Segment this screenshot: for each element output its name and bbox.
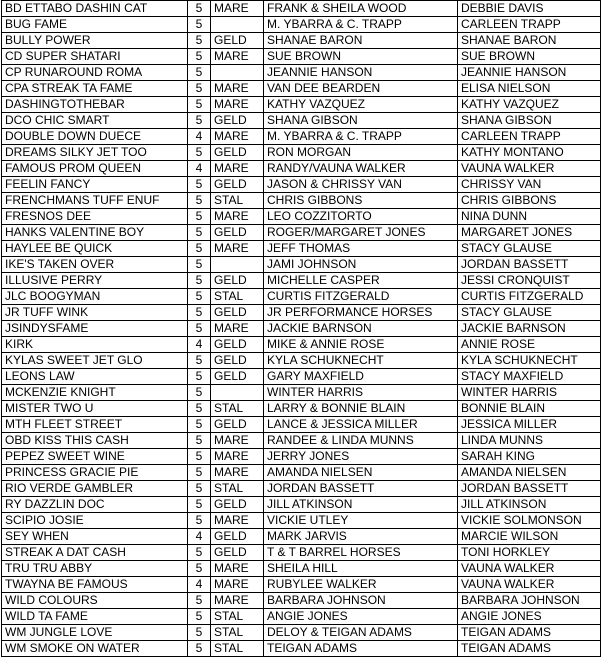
horse-name-cell: FRENCHMANS TUFF ENUF [2,193,188,209]
sex-cell: STAL [211,609,264,625]
rider-cell: LINDA MUNNS [458,433,601,449]
horse-name-cell: LEONS LAW [2,369,188,385]
sex-cell: GELD [211,33,264,49]
sex-cell: GELD [211,305,264,321]
owner-cell: KYLA SCHUKNECHT [264,353,458,369]
horse-name-cell: TRU TRU ABBY [2,561,188,577]
table-row [2,641,601,657]
age-cell: 5 [188,193,211,209]
sex-cell [211,17,264,33]
age-cell: 5 [188,289,211,305]
age-cell: 5 [188,65,211,81]
age-cell: 5 [188,417,211,433]
owner-cell: LARRY & BONNIE BLAIN [264,401,458,417]
sex-cell: MARE [211,49,264,65]
table-row [2,305,601,321]
rider-cell: CURTIS FITZGERALD [458,289,601,305]
horse-name-cell: MISTER TWO U [2,401,188,417]
owner-cell: JERRY JONES [264,449,458,465]
age-cell: 5 [188,433,211,449]
rider-cell: STACY MAXFIELD [458,369,601,385]
sex-cell: STAL [211,289,264,305]
rider-cell: AMANDA NIELSEN [458,465,601,481]
horse-name-cell: WILD TA FAME [2,609,188,625]
owner-cell: RUBYLEE WALKER [264,577,458,593]
table-row [2,145,601,161]
age-cell: 5 [188,273,211,289]
rider-cell: JEANNIE HANSON [458,65,601,81]
horse-name-cell: MCKENZIE KNIGHT [2,385,188,401]
age-cell: 5 [188,593,211,609]
rider-cell: BONNIE BLAIN [458,401,601,417]
horse-name-cell: STREAK A DAT CASH [2,545,188,561]
age-cell: 4 [188,161,211,177]
owner-cell: JEFF THOMAS [264,241,458,257]
table-row [2,65,601,81]
rider-cell: MARCIE WILSON [458,529,601,545]
owner-cell: VICKIE UTLEY [264,513,458,529]
rider-cell: ELISA NIELSON [458,81,601,97]
table-row [2,161,601,177]
rider-cell: TEIGAN ADAMS [458,641,601,657]
sex-cell [211,385,264,401]
sex-cell: STAL [211,481,264,497]
rider-cell: JORDAN BASSETT [458,257,601,273]
owner-cell: CURTIS FITZGERALD [264,289,458,305]
table-row [2,129,601,145]
owner-cell: RON MORGAN [264,145,458,161]
owner-cell: LEO COZZITORTO [264,209,458,225]
horse-name-cell: CP RUNAROUND ROMA [2,65,188,81]
table-row [2,433,601,449]
horse-name-cell: DOUBLE DOWN DUECE [2,129,188,145]
sex-cell: STAL [211,625,264,641]
table-row [2,561,601,577]
owner-cell: GARY MAXFIELD [264,369,458,385]
sex-cell: MARE [211,513,264,529]
horse-name-cell: FEELIN FANCY [2,177,188,193]
age-cell: 4 [188,577,211,593]
sex-cell: MARE [211,449,264,465]
table-row [2,289,601,305]
age-cell: 5 [188,401,211,417]
sex-cell: MARE [211,241,264,257]
owner-cell: JR PERFORMANCE HORSES [264,305,458,321]
sex-cell: MARE [211,433,264,449]
table-row [2,465,601,481]
table-row [2,513,601,529]
table-row [2,385,601,401]
table-row [2,481,601,497]
owner-cell: MARK JARVIS [264,529,458,545]
age-cell: 5 [188,257,211,273]
table-row [2,273,601,289]
sex-cell: MARE [211,81,264,97]
horse-name-cell: DREAMS SILKY JET TOO [2,145,188,161]
rider-cell: VAUNA WALKER [458,577,601,593]
age-cell: 5 [188,449,211,465]
horse-name-cell: CPA STREAK TA FAME [2,81,188,97]
sex-cell: STAL [211,193,264,209]
sex-cell: MARE [211,161,264,177]
age-cell: 5 [188,209,211,225]
owner-cell: BARBARA JOHNSON [264,593,458,609]
table-row [2,529,601,545]
age-cell: 5 [188,81,211,97]
horse-name-cell: JLC BOOGYMAN [2,289,188,305]
sex-cell [211,65,264,81]
rider-cell: VAUNA WALKER [458,561,601,577]
rider-cell: MARGARET JONES [458,225,601,241]
horse-name-cell: BUG FAME [2,17,188,33]
horse-name-cell: FAMOUS PROM QUEEN [2,161,188,177]
owner-cell: CHRIS GIBBONS [264,193,458,209]
sex-cell: GELD [211,497,264,513]
age-cell: 5 [188,177,211,193]
age-cell: 5 [188,49,211,65]
age-cell: 5 [188,225,211,241]
owner-cell: LANCE & JESSICA MILLER [264,417,458,433]
horse-name-cell: IKE'S TAKEN OVER [2,257,188,273]
horse-name-cell: KYLAS SWEET JET GLO [2,353,188,369]
rider-cell: CARLEEN TRAPP [458,129,601,145]
age-cell: 5 [188,545,211,561]
table-row [2,401,601,417]
sex-cell: MARE [211,577,264,593]
rider-cell: KATHY MONTANO [458,145,601,161]
horse-name-cell: OBD KISS THIS CASH [2,433,188,449]
sex-cell: GELD [211,529,264,545]
horse-name-cell: WILD COLOURS [2,593,188,609]
age-cell: 5 [188,369,211,385]
table-row [2,497,601,513]
age-cell: 5 [188,305,211,321]
rider-cell: TEIGAN ADAMS [458,625,601,641]
owner-cell: JACKIE BARNSON [264,321,458,337]
sex-cell: MARE [211,97,264,113]
rider-cell: SHANA GIBSON [458,113,601,129]
owner-cell: FRANK & SHEILA WOOD [264,1,458,17]
sex-cell: GELD [211,545,264,561]
owner-cell: JEANNIE HANSON [264,65,458,81]
horse-name-cell: HANKS VALENTINE BOY [2,225,188,241]
table-row [2,241,601,257]
horse-name-cell: WM JUNGLE LOVE [2,625,188,641]
table-row [2,321,601,337]
owner-cell: SUE BROWN [264,49,458,65]
sex-cell: MARE [211,561,264,577]
sex-cell: GELD [211,145,264,161]
table-row [2,609,601,625]
owner-cell: SHANAE BARON [264,33,458,49]
horse-name-cell: BD ETTABO DASHIN CAT [2,1,188,17]
rider-cell: ANGIE JONES [458,609,601,625]
owner-cell: MICHELLE CASPER [264,273,458,289]
sex-cell: GELD [211,369,264,385]
table-row [2,49,601,65]
horse-name-cell: HAYLEE BE QUICK [2,241,188,257]
table-row [2,33,601,49]
age-cell: 5 [188,113,211,129]
owner-cell: ROGER/MARGARET JONES [264,225,458,241]
owner-cell: MIKE & ANNIE ROSE [264,337,458,353]
entries-table-body [2,1,601,657]
owner-cell: M. YBARRA & C. TRAPP [264,129,458,145]
rider-cell: KATHY VAZQUEZ [458,97,601,113]
age-cell: 5 [188,465,211,481]
rider-cell: SHANAE BARON [458,33,601,49]
sex-cell: MARE [211,129,264,145]
rider-cell: SUE BROWN [458,49,601,65]
age-cell: 4 [188,529,211,545]
table-row [2,257,601,273]
owner-cell: SHEILA HILL [264,561,458,577]
owner-cell: JAMI JOHNSON [264,257,458,273]
sex-cell: GELD [211,273,264,289]
sex-cell: MARE [211,321,264,337]
age-cell: 5 [188,321,211,337]
sex-cell: GELD [211,177,264,193]
age-cell: 5 [188,97,211,113]
rider-cell: ANNIE ROSE [458,337,601,353]
rider-cell: TONI HORKLEY [458,545,601,561]
entries-table [1,0,601,657]
owner-cell: T & T BARREL HORSES [264,545,458,561]
horse-name-cell: CD SUPER SHATARI [2,49,188,65]
age-cell: 5 [188,145,211,161]
horse-name-cell: DCO CHIC SMART [2,113,188,129]
sex-cell [211,257,264,273]
rider-cell: CHRIS GIBBONS [458,193,601,209]
sex-cell: STAL [211,641,264,657]
owner-cell: VAN DEE BEARDEN [264,81,458,97]
table-row [2,177,601,193]
sex-cell: GELD [211,337,264,353]
sex-cell: GELD [211,417,264,433]
horse-name-cell: JSINDYSFAME [2,321,188,337]
table-row [2,193,601,209]
rider-cell: DEBBIE DAVIS [458,1,601,17]
horse-name-cell: ILLUSIVE PERRY [2,273,188,289]
table-row [2,625,601,641]
horse-name-cell: RIO VERDE GAMBLER [2,481,188,497]
owner-cell: TEIGAN ADAMS [264,641,458,657]
rider-cell: STACY GLAUSE [458,241,601,257]
sex-cell: GELD [211,113,264,129]
age-cell: 5 [188,1,211,17]
owner-cell: JILL ATKINSON [264,497,458,513]
table-row [2,81,601,97]
rider-cell: JESSICA MILLER [458,417,601,433]
owner-cell: RANDEE & LINDA MUNNS [264,433,458,449]
owner-cell: M. YBARRA & C. TRAPP [264,17,458,33]
rider-cell: JILL ATKINSON [458,497,601,513]
sex-cell: MARE [211,1,264,17]
horse-name-cell: KIRK [2,337,188,353]
owner-cell: ANGIE JONES [264,609,458,625]
owner-cell: KATHY VAZQUEZ [264,97,458,113]
horse-name-cell: MTH FLEET STREET [2,417,188,433]
table-row [2,417,601,433]
horse-name-cell: PRINCESS GRACIE PIE [2,465,188,481]
age-cell: 5 [188,17,211,33]
age-cell: 5 [188,625,211,641]
table-row [2,449,601,465]
horse-name-cell: FRESNOS DEE [2,209,188,225]
horse-name-cell: SEY WHEN [2,529,188,545]
horse-name-cell: JR TUFF WINK [2,305,188,321]
owner-cell: RANDY/VAUNA WALKER [264,161,458,177]
table-row [2,17,601,33]
age-cell: 5 [188,241,211,257]
rider-cell: CARLEEN TRAPP [458,17,601,33]
table-row [2,545,601,561]
table-row [2,577,601,593]
horse-name-cell: RY DAZZLIN DOC [2,497,188,513]
owner-cell: WINTER HARRIS [264,385,458,401]
table-row [2,97,601,113]
sex-cell: GELD [211,353,264,369]
sex-cell: GELD [211,225,264,241]
table-row [2,225,601,241]
owner-cell: AMANDA NIELSEN [264,465,458,481]
sex-cell: STAL [211,401,264,417]
rider-cell: CHRISSY VAN [458,177,601,193]
rider-cell: WINTER HARRIS [458,385,601,401]
rider-cell: JACKIE BARNSON [458,321,601,337]
table-row [2,369,601,385]
rider-cell: VICKIE SOLMONSON [458,513,601,529]
table-row [2,1,601,17]
table-row [2,337,601,353]
rider-cell: BARBARA JOHNSON [458,593,601,609]
horse-name-cell: WM SMOKE ON WATER [2,641,188,657]
owner-cell: SHANA GIBSON [264,113,458,129]
owner-cell: JASON & CHRISSY VAN [264,177,458,193]
age-cell: 5 [188,513,211,529]
age-cell: 5 [188,481,211,497]
age-cell: 5 [188,353,211,369]
horse-name-cell: PEPEZ SWEET WINE [2,449,188,465]
rider-cell: STACY GLAUSE [458,305,601,321]
age-cell: 5 [188,385,211,401]
rider-cell: JORDAN BASSETT [458,481,601,497]
rider-cell: SARAH KING [458,449,601,465]
horse-name-cell: DASHINGTOTHEBAR [2,97,188,113]
age-cell: 4 [188,129,211,145]
age-cell: 5 [188,497,211,513]
age-cell: 5 [188,641,211,657]
owner-cell: DELOY & TEIGAN ADAMS [264,625,458,641]
owner-cell: JORDAN BASSETT [264,481,458,497]
table-row [2,593,601,609]
age-cell: 5 [188,561,211,577]
rider-cell: JESSI CRONQUIST [458,273,601,289]
age-cell: 5 [188,33,211,49]
sex-cell: MARE [211,209,264,225]
table-row [2,113,601,129]
rider-cell: NINA DUNN [458,209,601,225]
sex-cell: MARE [211,593,264,609]
table-row [2,353,601,369]
age-cell: 5 [188,609,211,625]
horse-name-cell: TWAYNA BE FAMOUS [2,577,188,593]
rider-cell: VAUNA WALKER [458,161,601,177]
rider-cell: KYLA SCHUKNECHT [458,353,601,369]
sex-cell: MARE [211,465,264,481]
horse-name-cell: SCIPIO JOSIE [2,513,188,529]
table-row [2,209,601,225]
age-cell: 4 [188,337,211,353]
horse-name-cell: BULLY POWER [2,33,188,49]
